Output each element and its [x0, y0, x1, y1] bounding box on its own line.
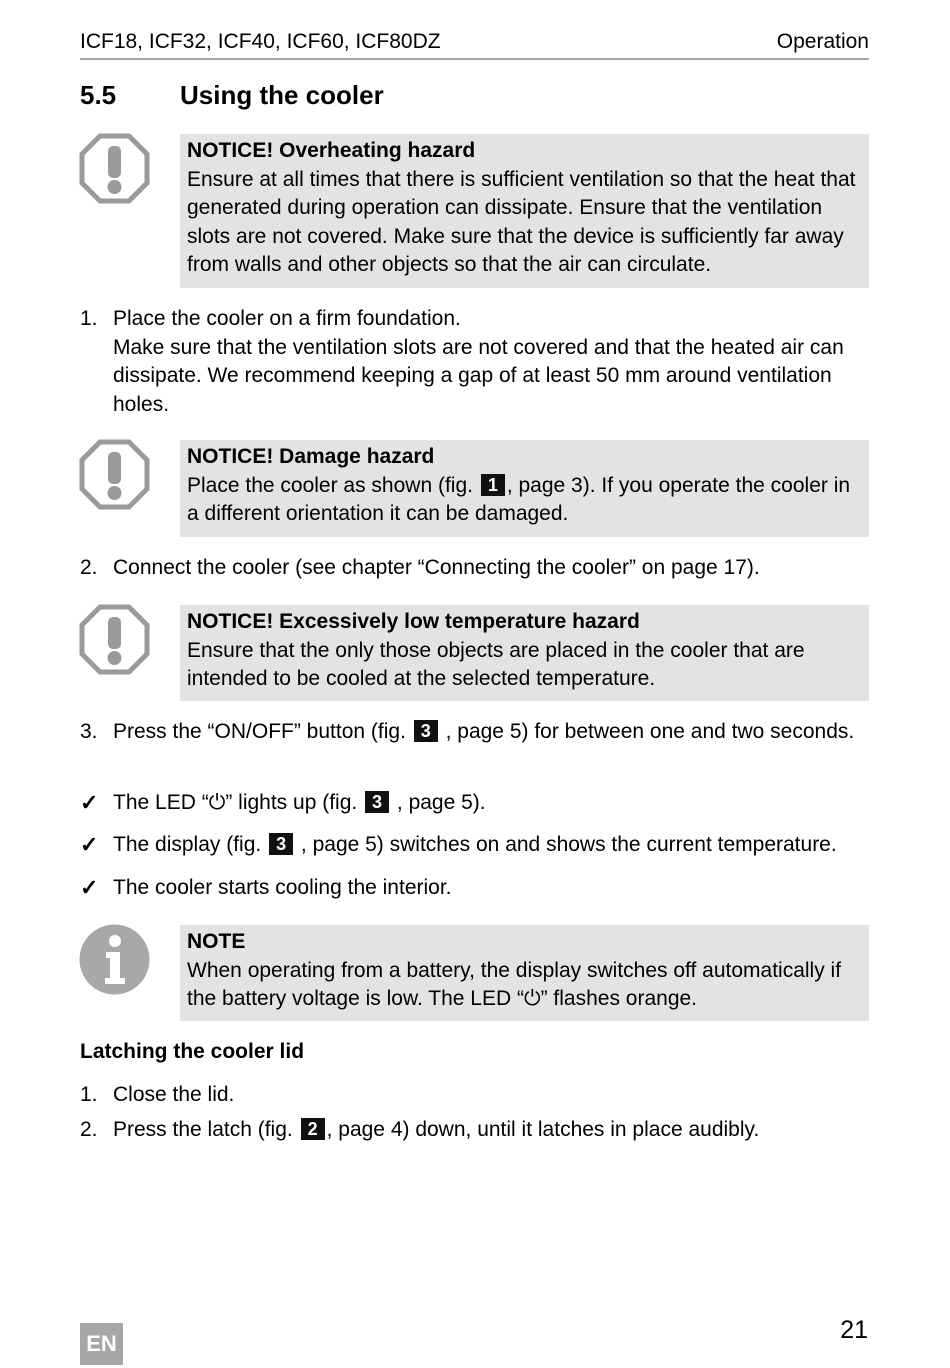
subsection-heading: Latching the cooler lid	[80, 1040, 305, 1063]
step-text	[113, 718, 869, 747]
power-icon: ⏻	[523, 987, 541, 1010]
section-title: Using the cooler	[180, 80, 384, 110]
result-text-part: ” lights up (fig.	[225, 791, 358, 814]
result-text-part: The LED “	[113, 791, 209, 814]
figure-ref-badge: 1	[481, 474, 505, 496]
result-text-part: , page 5).	[391, 791, 486, 814]
step-text	[113, 1116, 869, 1145]
step-number: 2.	[80, 556, 98, 579]
notice-title: NOTICE! Damage hazard	[187, 445, 435, 468]
result-text: The cooler starts cooling the interior.	[113, 876, 452, 899]
header-chapter: Operation	[776, 30, 869, 53]
page-number: 21	[840, 1316, 868, 1344]
info-circle-icon	[79, 924, 150, 995]
check-icon: ✓	[80, 875, 99, 900]
exclamation-octagon-icon	[79, 604, 150, 675]
note-title: NOTE	[187, 930, 246, 953]
note-battery	[180, 925, 869, 1021]
step-text: Close the lid.	[113, 1083, 235, 1106]
exclamation-octagon-icon	[79, 133, 150, 204]
result-text-part: , page 5) switches on and shows the current temperature.	[295, 833, 837, 856]
latch-step-2	[80, 1116, 869, 1145]
step-text-part: , page 5) for between one and two seconds.	[439, 720, 855, 743]
step-1	[80, 305, 869, 419]
check-icon: ✓	[80, 832, 99, 857]
figure-ref-badge: 2	[301, 1118, 325, 1140]
notice-title: NOTICE! Excessively low temperature hazard	[187, 610, 640, 633]
header-models: ICF18, ICF32, ICF40, ICF60, ICF80DZ	[80, 30, 441, 53]
result-2	[80, 831, 869, 860]
exclamation-octagon-icon	[79, 439, 150, 510]
notice-body-text: Place the cooler as shown (fig.	[187, 473, 473, 497]
step-2	[80, 554, 869, 583]
power-icon: ⏻	[208, 791, 226, 814]
result-1	[80, 789, 869, 818]
latch-step-1	[80, 1081, 869, 1110]
figure-ref-badge: 3	[269, 833, 293, 855]
result-3	[80, 874, 869, 903]
step-text: Connect the cooler (see chapter “Connecting the cooler” on page 17).	[113, 556, 760, 579]
figure-ref-badge: 3	[414, 720, 438, 742]
step-number: 1.	[80, 307, 98, 330]
step-number: 1.	[80, 1083, 98, 1106]
step-text-part: Press the latch (fig.	[113, 1118, 293, 1141]
step-3	[80, 718, 869, 747]
figure-ref-badge: 3	[365, 791, 389, 813]
result-text	[113, 789, 869, 818]
notice-overheating	[180, 134, 869, 288]
note-body-text: When operating from a battery, the display switches off automatically if the battery voltage is low. The LED “	[187, 958, 842, 1010]
check-icon: ✓	[80, 790, 99, 815]
notice-body-text: , page 3). If you operate the cooler in a different orientation it can be damaged.	[187, 473, 851, 525]
result-text-part: The display (fig.	[113, 833, 262, 856]
notice-body	[187, 472, 859, 529]
note-body-text: ” flashes orange.	[540, 987, 698, 1010]
step-number: 2.	[80, 1118, 98, 1141]
step-detail: Make sure that the ventilation slots are not covered and that the heated air can dissipate. We recommend keeping a gap of at least 50 mm around ventilation holes.	[113, 335, 844, 416]
notice-body: Ensure at all times that there is sufficient ventilation so that the heat that generated during operation can dissipate. Ensure that the ventilation slots are not covered. Make sure that the device is sufficiently far away from walls and other objects so that the air can circulate.	[187, 167, 856, 276]
step-number: 3.	[80, 720, 98, 743]
step-text-part: Press the “ON/OFF” button (fig.	[113, 720, 406, 743]
language-tab: EN	[80, 1323, 123, 1365]
notice-body: Ensure that the only those objects are placed in the cooler that are intended to be cooled at the selected temperature.	[187, 638, 805, 690]
step-text: Place the cooler on a firm foundation.	[113, 307, 461, 330]
notice-low-temperature	[180, 605, 869, 701]
step-text-part: , page 4) down, until it latches in place audibly.	[326, 1118, 760, 1141]
notice-title: NOTICE! Overheating hazard	[187, 139, 476, 162]
result-text	[113, 831, 869, 860]
section-number: 5.5	[80, 80, 117, 110]
note-body	[187, 957, 859, 1014]
running-header	[80, 30, 869, 60]
notice-damage	[180, 440, 869, 537]
